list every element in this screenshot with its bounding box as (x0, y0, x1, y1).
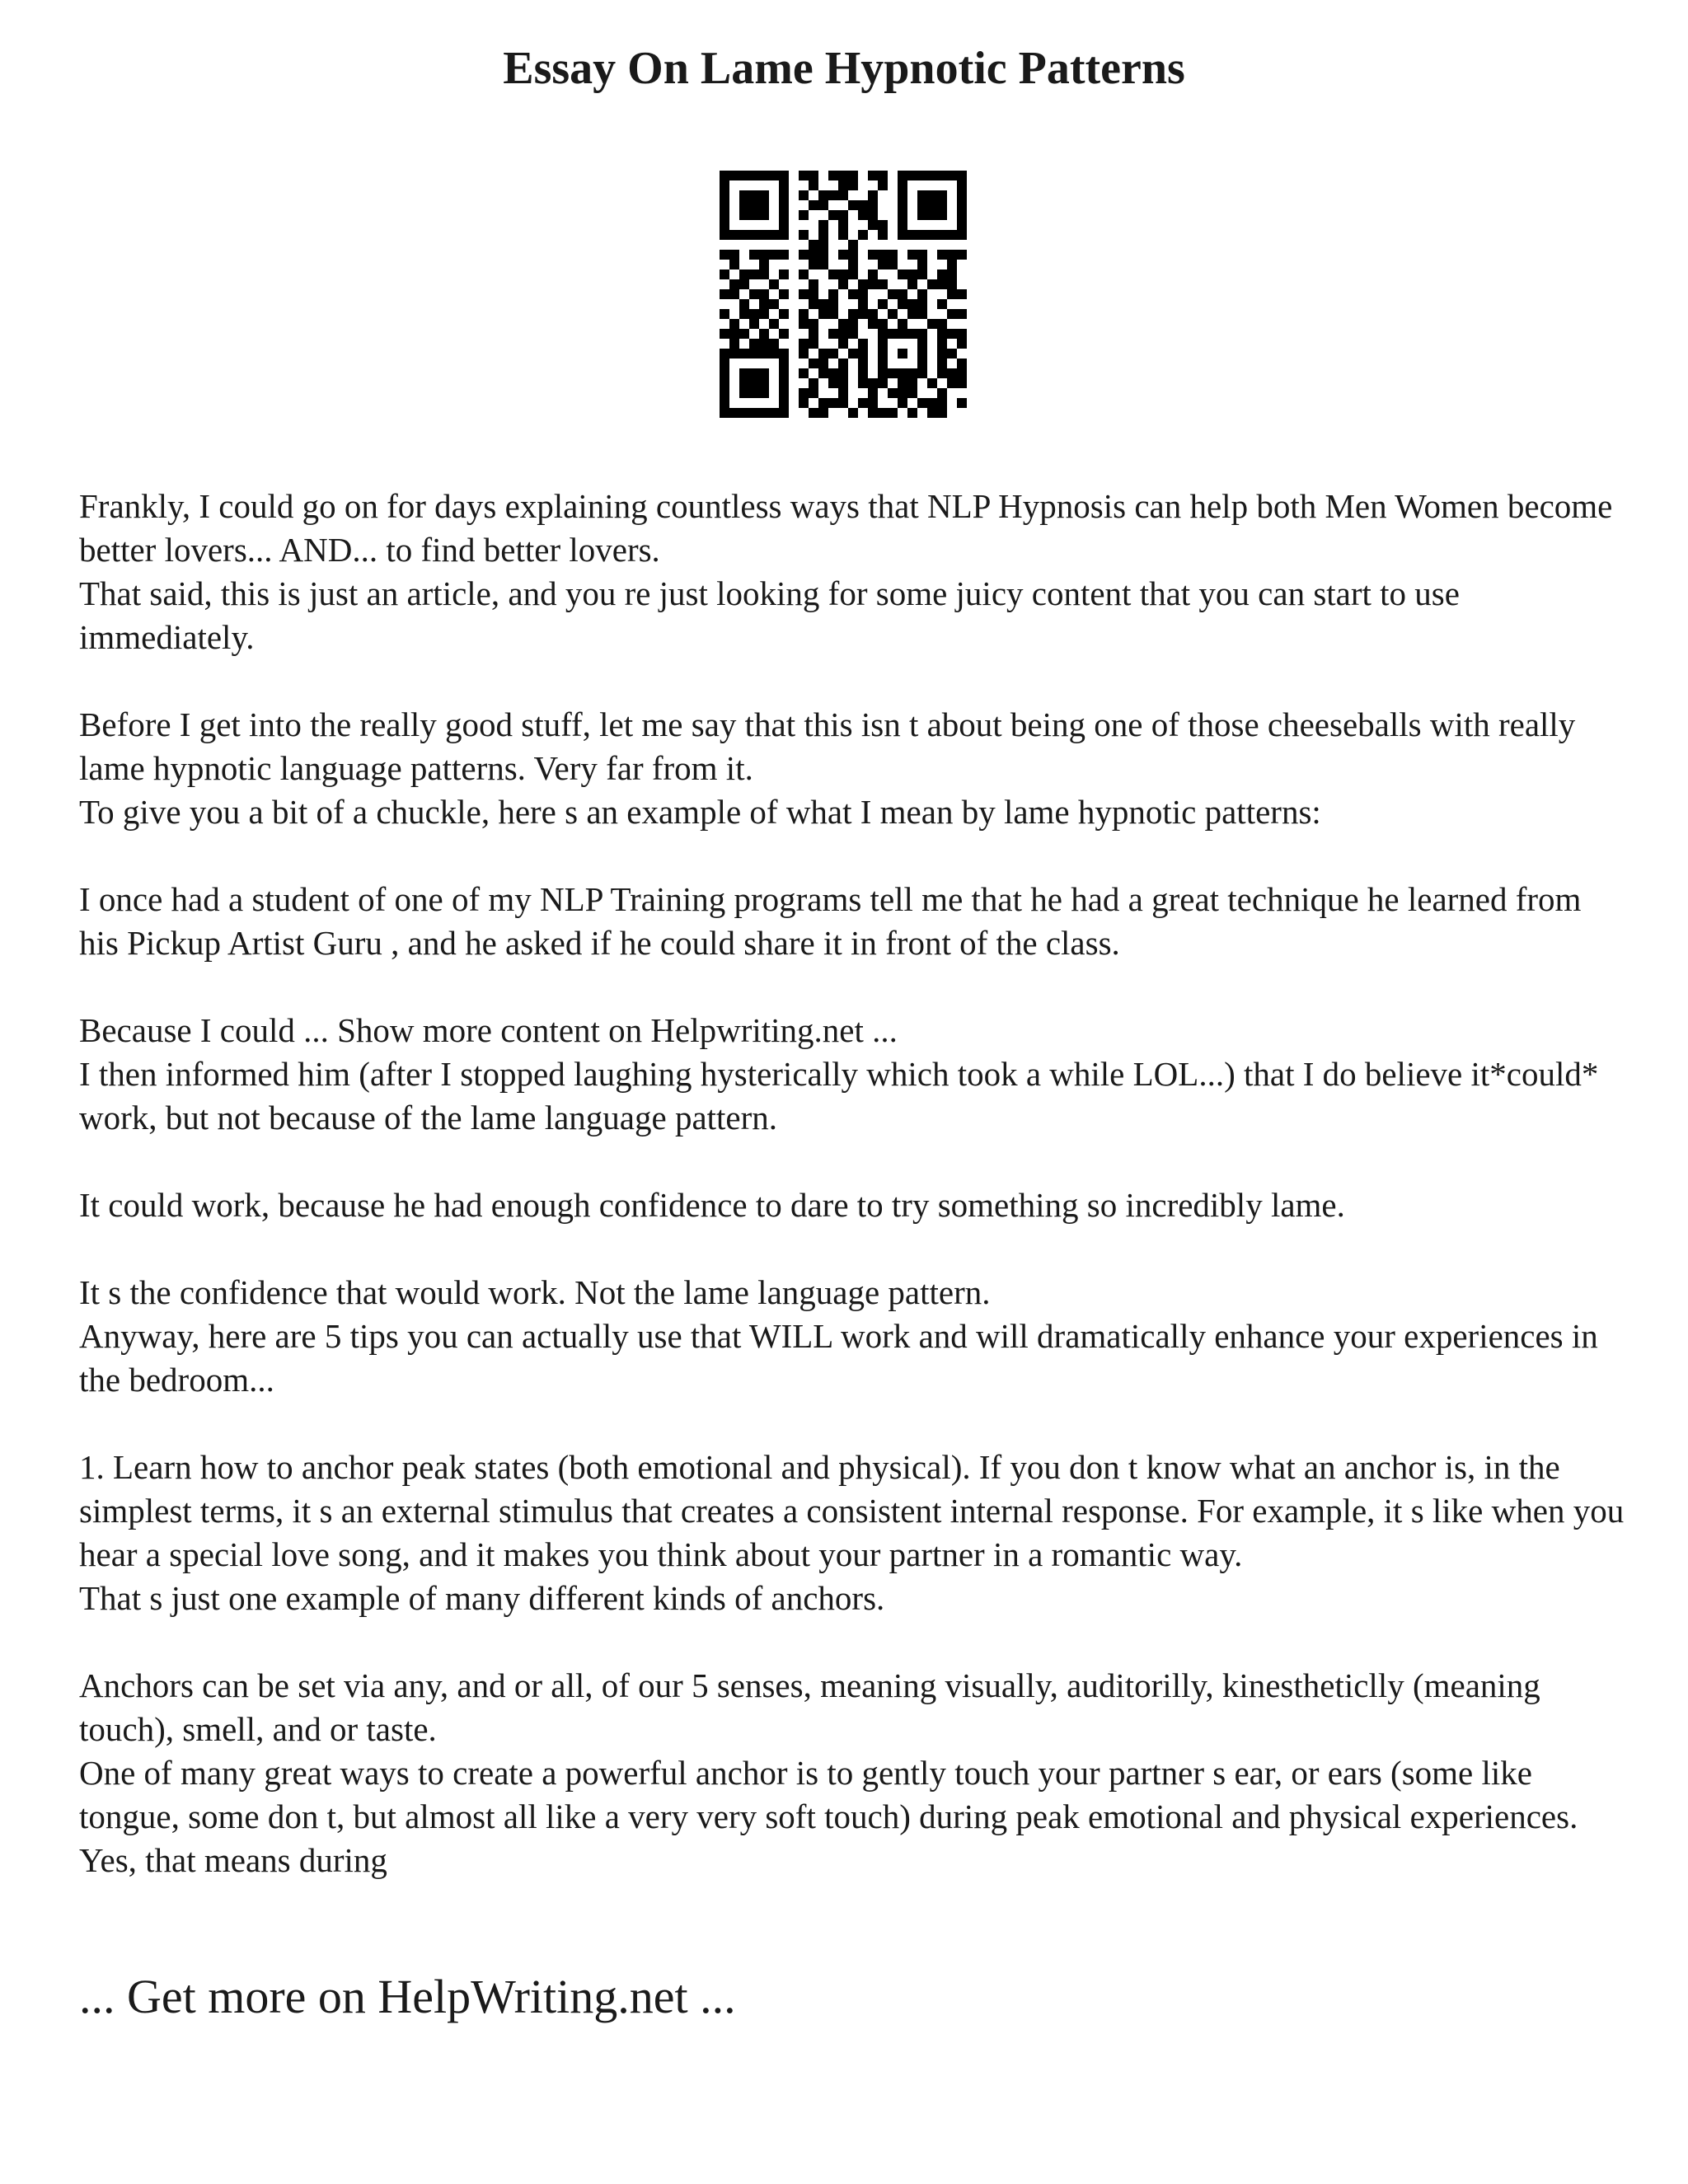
paragraph-line: One of many great ways to create a powerful anchor is to gently touch your partner s ear, or ears (some like tongue, some don t, but almost all like a very very soft touch) during peak emotional and physical experiences. Yes, that means during (79, 1754, 1578, 1879)
paragraph (79, 485, 1629, 659)
paragraph (79, 1664, 1629, 1882)
paragraph-line: Because I could ... Show more content on Helpwriting.net ... (79, 1011, 898, 1049)
paragraph (79, 1183, 1629, 1227)
paragraph (79, 1009, 1629, 1140)
page-title: Essay On Lame Hypnotic Patterns (503, 43, 1185, 94)
paragraph-line: That s just one example of many different kinds of anchors. (79, 1579, 885, 1617)
paragraph-line: It s the confidence that would work. Not the lame language pattern. (79, 1273, 991, 1311)
paragraph (79, 878, 1629, 965)
paragraph-line: Before I get into the really good stuff, let me say that this isn t about being one of those cheeseballs with really lame hypnotic language patterns. Very far from it. (79, 705, 1576, 787)
paragraph-line: To give you a bit of a chuckle, here s an example of what I mean by lame hypnotic patterns: (79, 793, 1321, 831)
paragraph-line: Anyway, here are 5 tips you can actually use that WILL work and will dramatically enhance your experiences in the bedroom... (79, 1317, 1598, 1399)
paragraph-line: I then informed him (after I stopped laughing hysterically which took a while LOL...) that I do believe it*could* work, but not because of the lame language pattern. (79, 1055, 1599, 1137)
qr-code (720, 171, 967, 418)
paragraph (79, 1271, 1629, 1402)
paragraph-line: Frankly, I could go on for days explaining countless ways that NLP Hypnosis can help both Men Women become better lovers... AND... to find better lovers. (79, 487, 1613, 569)
get-more-link[interactable]: ... Get more on HelpWriting.net ... (79, 1970, 736, 2023)
article-body (79, 485, 1629, 1926)
qr-code-icon (720, 171, 967, 418)
paragraph (79, 1446, 1629, 1620)
paragraph-line: That said, this is just an article, and you re just looking for some juicy content that you can start to use immediately. (79, 574, 1460, 656)
paragraph (79, 703, 1629, 834)
paragraph-line: 1. Learn how to anchor peak states (both emotional and physical). If you don t know what an anchor is, in the simplest terms, it s an external stimulus that creates a consistent internal response. For example, it s like when you hear a special love song, and it makes you think about your partner in a romantic way. (79, 1448, 1625, 1573)
paragraph-line: I once had a student of one of my NLP Training programs tell me that he had a great technique he learned from his Pickup Artist Guru , and he asked if he could share it in front of the class. (79, 880, 1582, 962)
paragraph-line: Anchors can be set via any, and or all, of our 5 senses, meaning visually, auditorilly, kinestheticlly (meaning touch), smell, and or taste. (79, 1666, 1540, 1748)
paragraph-line: It could work, because he had enough confidence to dare to try something so incredibly lame. (79, 1186, 1345, 1224)
